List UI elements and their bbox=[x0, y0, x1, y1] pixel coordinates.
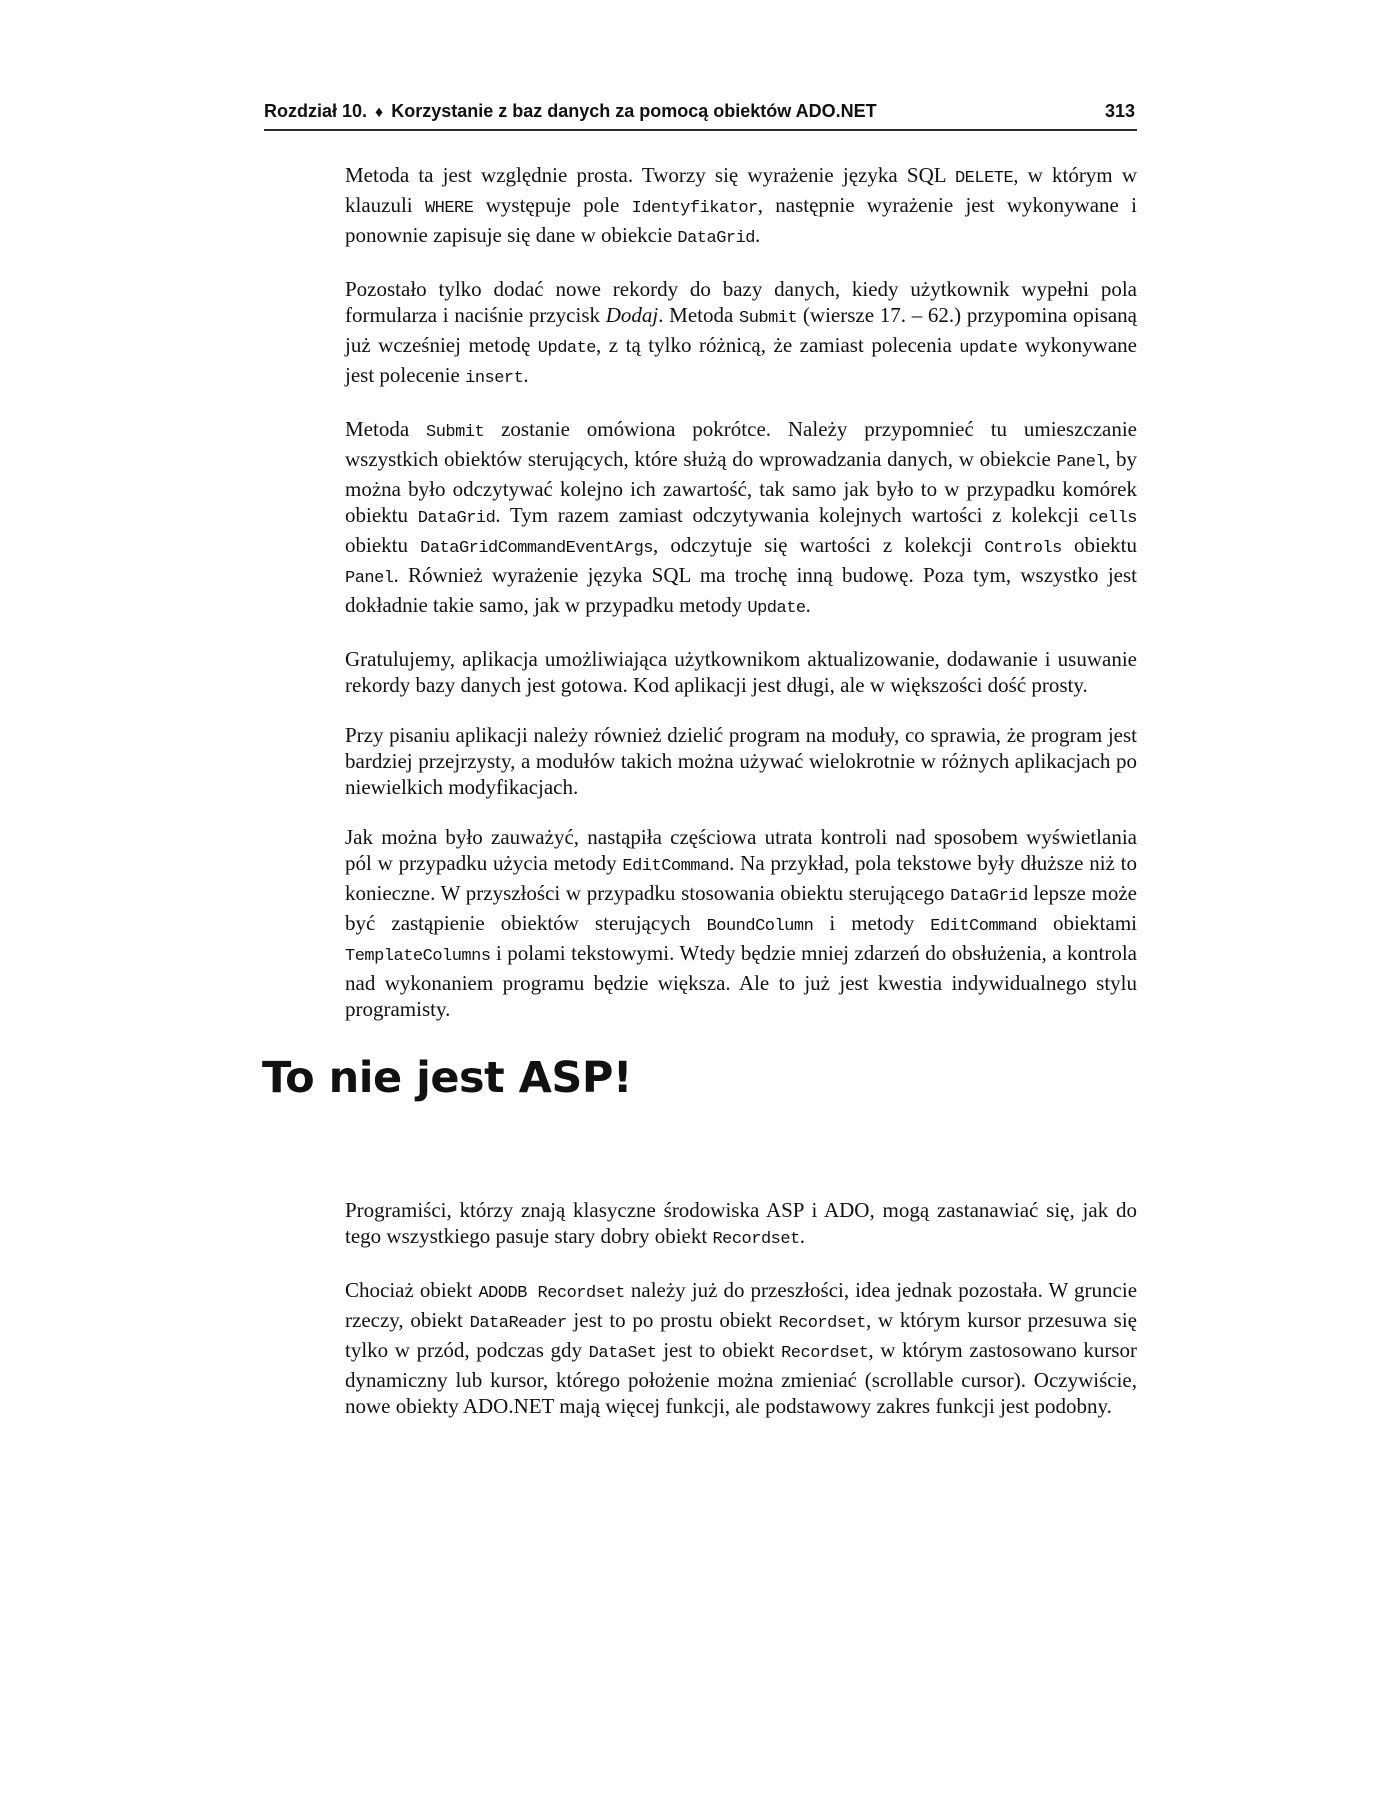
text-run: Chociaż obiekt bbox=[345, 1278, 479, 1302]
text-run: występuje pole bbox=[473, 193, 632, 217]
code-term: DataGrid bbox=[417, 509, 496, 528]
paragraph-5: Przy pisaniu aplikacji należy również dzielić program na moduły, co sprawia, że program jest bardziej przejrzysty, a modułów takich można używać wielokrotnie w różnych aplikacjach po niewielkich modyfikacjach. bbox=[345, 723, 1137, 799]
code-term: cells bbox=[1088, 509, 1138, 528]
section-body-1 bbox=[345, 162, 1137, 1022]
code-term: Recordset bbox=[778, 1314, 866, 1333]
section-body-2 bbox=[345, 1197, 1137, 1419]
text-run: lepsze może być zastąpienie obiektów sterujących bbox=[345, 881, 1137, 935]
code-term: Submit bbox=[426, 423, 485, 442]
text-run: , w którym w klauzuli bbox=[345, 163, 1137, 217]
text-run: obiektu bbox=[345, 533, 421, 557]
text-run: . bbox=[799, 1224, 806, 1248]
text-run: i metody bbox=[813, 911, 931, 935]
text-run: obiektu bbox=[1061, 533, 1137, 557]
paragraph-1 bbox=[345, 162, 1137, 252]
code-term: DELETE bbox=[954, 169, 1014, 188]
chapter-title: Korzystanie z baz danych za pomocą obiektów ADO.NET bbox=[391, 101, 877, 121]
text-run: , by można było odczytywać kolejno ich zawartość, tak samo jak było to w przypadku komórek obiektu bbox=[345, 447, 1138, 527]
code-term: DataSet bbox=[588, 1344, 657, 1363]
page-number: 313 bbox=[1104, 101, 1135, 121]
code-term: Identyfikator bbox=[631, 199, 758, 218]
code-term: DataGrid bbox=[950, 887, 1028, 906]
text-run: (wiersze 17. – 62.) przypomina opisaną już wcześniej metodę bbox=[345, 303, 1138, 357]
code-term: BoundColumn bbox=[706, 917, 814, 936]
text-run: jest to po prostu obiekt bbox=[566, 1308, 779, 1332]
diamond-icon: ♦ bbox=[375, 104, 384, 121]
code-term: Panel bbox=[345, 569, 394, 588]
code-term: EditCommand bbox=[930, 917, 1037, 936]
code-term: DataGrid bbox=[677, 229, 756, 248]
code-term: insert bbox=[465, 369, 524, 388]
text-run: . Metoda bbox=[658, 303, 740, 327]
text-run: i polami tekstowymi. Wtedy będzie mniej zdarzeń do obsłużenia, a kontrola nad wykonaniem programu będzie większa. Ale to już jest kwestia indywidualnego stylu programisty. bbox=[345, 941, 1137, 1021]
text-run: wykonywane jest polecenie bbox=[345, 333, 1137, 387]
emphasis-term: Dodaj bbox=[605, 303, 659, 327]
code-term: Update bbox=[537, 339, 597, 358]
code-term: Submit bbox=[739, 309, 798, 328]
text-run: . Również wyrażenie języka SQL ma trochę inną budowę. Poza tym, wszystko jest dokładnie takie samo, jak w przypadku metody bbox=[345, 563, 1137, 617]
text-run: , odczytuje się wartości z kolekcji bbox=[652, 533, 985, 557]
code-term: Recordset bbox=[781, 1344, 869, 1363]
text-run: . bbox=[755, 223, 761, 247]
paragraph-8 bbox=[345, 1277, 1137, 1419]
paragraph-6 bbox=[345, 824, 1137, 1022]
text-run: jest to obiekt bbox=[656, 1338, 782, 1362]
code-term: update bbox=[959, 339, 1018, 358]
page-header bbox=[264, 97, 1137, 131]
code-term: Controls bbox=[984, 539, 1062, 558]
text-run: Metoda ta jest względnie prosta. Tworzy się wyrażenie języka SQL bbox=[345, 163, 955, 187]
text-run: . Na przykład, pola tekstowe były dłuższe niż to konieczne. W przyszłości w przypadku stosowania obiektu sterującego bbox=[345, 851, 1137, 905]
code-term: EditCommand bbox=[622, 857, 730, 876]
code-term: TemplateColumns bbox=[345, 947, 491, 966]
text-run: . Tym razem zamiast odczytywania kolejnych wartości z kolekcji bbox=[495, 503, 1089, 527]
text-run: Pozostało tylko dodać nowe rekordy do bazy danych, kiedy użytkownik wypełni pola formularza i naciśnie przycisk bbox=[345, 277, 1137, 327]
text-run: Jak można było zauważyć, nastąpiła częściowa utrata kontroli nad sposobem wyświetlania pól w przypadku użycia metody bbox=[345, 825, 1137, 875]
code-term: Recordset bbox=[712, 1230, 800, 1249]
text-run: obiektami bbox=[1036, 911, 1137, 935]
text-run: . bbox=[805, 593, 811, 617]
text-run: , w którym zastosowano kursor dynamiczny lub kursor, którego położenie można zmieniać (scrollable cursor). Oczywiście, nowe obiekty ADO.NET mają więcej funkcji, ale podstawowy zakres funkcji jest podobny. bbox=[345, 1338, 1137, 1418]
text-run: , w którym kursor przesuwa się tylko w przód, podczas gdy bbox=[345, 1308, 1137, 1362]
text-run: , następnie wyrażenie jest wykonywane i ponownie zapisuje się dane w obiekcie bbox=[345, 193, 1137, 247]
section-heading: To nie jest ASP! bbox=[262, 1053, 633, 1103]
chapter-label: Rozdział 10. bbox=[264, 101, 368, 121]
paragraph-3 bbox=[345, 416, 1137, 622]
running-title bbox=[264, 97, 877, 127]
code-term: DataReader bbox=[469, 1314, 567, 1333]
text-run: Programiści, którzy znają klasyczne środowiska ASP i ADO, mogą zastanawiać się, jak do tego wszystkiego pasuje stary dobry obiekt bbox=[345, 1198, 1137, 1248]
paragraph-7 bbox=[345, 1197, 1137, 1253]
text-run: . bbox=[523, 363, 529, 387]
code-term: DataGridCommandEventArgs bbox=[420, 539, 653, 558]
text-run: zostanie omówiona pokrótce. Należy przypomnieć tu umieszczanie wszystkich obiektów sterujących, które służą do wprowadzania danych, w obiekcie bbox=[345, 417, 1137, 471]
code-term: Update bbox=[747, 599, 806, 618]
text-run: Metoda bbox=[345, 417, 427, 441]
text-run: , z tą tylko różnicą, że zamiast polecenia bbox=[596, 333, 960, 357]
paragraph-2 bbox=[345, 276, 1137, 392]
paragraph-4: Gratulujemy, aplikacja umożliwiająca użytkownikom aktualizowanie, dodawanie i usuwanie rekordy bazy danych jest gotowa. Kod aplikacji jest długi, ale w większości dość prosty. bbox=[345, 647, 1137, 697]
code-term: Panel bbox=[1056, 453, 1106, 472]
code-term: ADODB Recordset bbox=[478, 1284, 625, 1303]
text-run: należy już do przeszłości, idea jednak pozostała. W gruncie rzeczy, obiekt bbox=[345, 1278, 1138, 1332]
code-term: WHERE bbox=[424, 199, 474, 218]
